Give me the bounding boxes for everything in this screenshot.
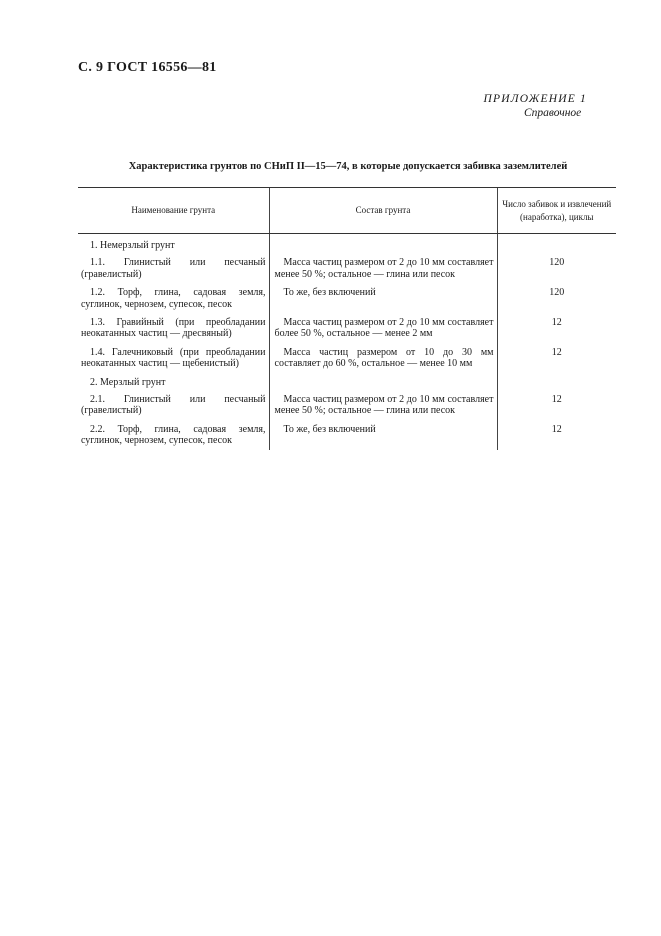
cycles-value: 12 — [497, 317, 616, 347]
appendix-label: ПРИЛОЖЕНИЕ 1 — [483, 93, 587, 105]
soil-name: 2.1. Глинистый или песчаный (гравелистый) — [81, 394, 266, 417]
page-header: С. 9 ГОСТ 16556—81 — [78, 60, 217, 75]
group-label: 2. Мерзлый грунт — [90, 376, 166, 388]
group-row-frozen — [78, 377, 616, 394]
soil-name: 1.2. Торф, глина, садовая земля, суглинок, чернозем, супесок, песок — [81, 287, 266, 310]
soil-name: 2.2. Торф, глина, садовая земля, суглинок, чернозем, супесок, песок — [81, 423, 266, 447]
cycles-value: 12 — [497, 394, 616, 424]
group-row-unfrozen — [78, 234, 616, 258]
table-title: Характеристика грунтов по СНиП II—15—74, в которые допускается забивка заземлителей — [128, 161, 568, 172]
soil-composition: Масса частиц размером от 2 до 10 мм составляет менее 50 %; остальное — глина или песок — [269, 394, 497, 424]
soil-composition: Масса частиц размером от 2 до 10 мм составляет более 50 %, остальное — менее 2 мм — [269, 317, 497, 347]
table-row — [78, 347, 616, 377]
soil-composition: Масса частиц размером от 2 до 10 мм составляет менее 50 %; остальное — глина или песок — [269, 257, 497, 287]
appendix-note: Справочное — [524, 107, 582, 119]
table-row — [78, 424, 616, 450]
soil-name: 1.1. Глинистый или песчаный (гравелистый) — [81, 257, 266, 280]
cycles-value: 120 — [497, 287, 616, 317]
column-header-name: Наименование грунта — [78, 188, 269, 234]
soil-name: 1.4. Галечниковый (при преобладании неокатанных частиц — щебенистый) — [81, 346, 266, 370]
table-row — [78, 317, 616, 347]
soil-table — [78, 187, 616, 450]
soil-composition: То же, без включений — [269, 424, 497, 450]
soil-composition: Масса частиц размером от 10 до 30 мм составляет до 60 %, остальное — менее 10 мм — [269, 347, 497, 377]
column-header-cycles: Число забивок и извлечений (наработка), циклы — [497, 188, 616, 234]
soil-composition: То же, без включений — [269, 287, 497, 317]
table-header-row — [78, 188, 616, 234]
soil-name: 1.3. Гравийный (при преобладании неокатанных частиц — дресвяный) — [81, 317, 266, 340]
group-label: 1. Немерзлый грунт — [90, 240, 175, 251]
cycles-value: 12 — [497, 347, 616, 377]
column-header-composition: Состав грунта — [269, 188, 497, 234]
cycles-value: 120 — [497, 257, 616, 287]
table-row — [78, 287, 616, 317]
table-row — [78, 257, 616, 287]
cycles-value: 12 — [497, 424, 616, 450]
table-row — [78, 394, 616, 424]
